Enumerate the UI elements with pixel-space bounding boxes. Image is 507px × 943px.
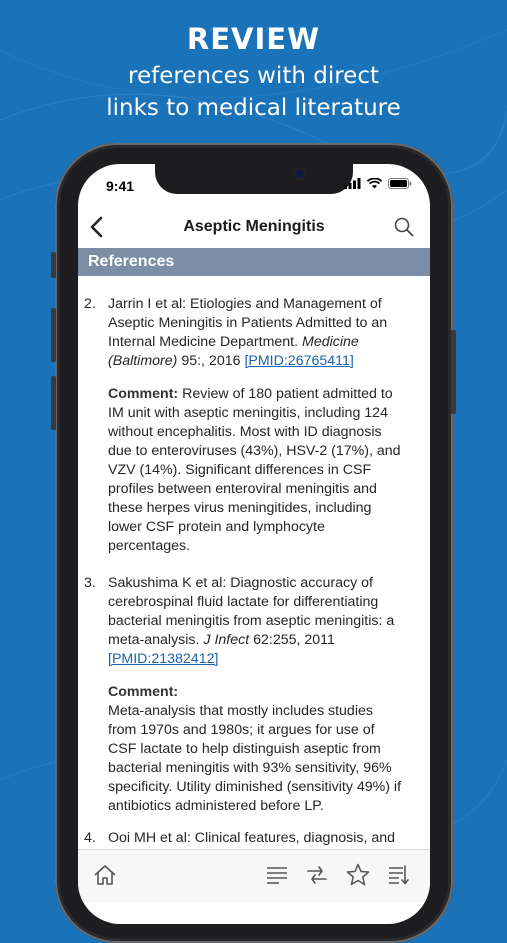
contents-list-icon[interactable]	[264, 862, 290, 888]
search-icon[interactable]	[392, 215, 416, 239]
phone-volume-up	[51, 308, 56, 362]
phone-screen	[78, 164, 430, 924]
journal-name: J Infect	[203, 632, 250, 648]
promo-subtitle-line: links to medical literature	[106, 95, 401, 121]
phone-side-button	[51, 252, 56, 278]
camera-icon	[295, 169, 304, 178]
citation-line	[108, 352, 420, 371]
section-header	[78, 248, 430, 276]
comment-line: from 1970s and 1980s; it argues for use of	[108, 722, 375, 738]
comment-line: antibiotics administered before LP.	[108, 798, 324, 814]
reference-number: 4.	[84, 830, 96, 846]
comment-line: percentages.	[108, 538, 191, 554]
comment-label: Comment:	[108, 684, 179, 700]
journal-name: (Baltimore)	[108, 353, 178, 369]
citation-line	[108, 631, 420, 650]
comment-line: Meta-analysis that mostly includes studies	[108, 703, 373, 719]
section-title: References	[88, 253, 175, 270]
reference-comment	[108, 683, 420, 816]
citation-line: Aseptic Meningitis in Patients Admitted to an	[108, 315, 388, 331]
pmid-link[interactable]: [PMID:21382412]	[108, 651, 219, 667]
reference-comment	[108, 385, 420, 556]
bottom-toolbar	[78, 849, 430, 902]
comment-line: CSF lactate to help distinguish aseptic from	[108, 741, 381, 757]
citation-line: bacterial meningitis from aseptic meningitis: a	[108, 613, 395, 629]
reference-citation	[108, 574, 420, 669]
promo-subtitle-line: references with direct	[128, 63, 379, 89]
citation-volume: 95:, 2016	[181, 353, 241, 369]
reference-citation	[108, 829, 420, 848]
citation-text: Internal Medicine Department.	[108, 334, 299, 350]
reference-number: 2.	[84, 296, 96, 312]
favorite-star-icon[interactable]	[345, 862, 371, 888]
comment-line	[108, 683, 420, 702]
journal-name: Medicine	[302, 334, 359, 350]
citation-volume: 62:255, 2011	[253, 632, 335, 648]
comment-line: without encephalitis. Most with ID diagnosis	[108, 424, 382, 440]
comment-line: bacterial meningitis with 93% sensitivity, 96%	[108, 760, 392, 776]
home-icon[interactable]	[92, 862, 118, 888]
citation-text: meta-analysis.	[108, 632, 200, 648]
promo-title: REVIEW	[186, 22, 321, 56]
references-list[interactable]	[78, 276, 430, 849]
reference-number: 3.	[84, 575, 96, 591]
related-links-icon[interactable]	[304, 862, 330, 888]
comment-line: specificity. Utility diminished (sensitivity 49%) if	[108, 779, 402, 795]
wifi-icon	[367, 178, 382, 189]
citation-line: cerebrospinal fluid lactate for differentiating	[108, 594, 379, 610]
phone-volume-down	[51, 376, 56, 430]
comment-line: lower CSF protein and lymphocyte	[108, 519, 325, 535]
notes-icon[interactable]	[386, 862, 412, 888]
comment-line: due to enteroviruses (43%), HSV-2 (17%), and	[108, 443, 401, 459]
reference-citation	[108, 295, 420, 371]
citation-line: Ooi MH et al: Clinical features, diagnosis, and	[108, 830, 396, 846]
citation-line: Jarrin I et al: Etiologies and Management of	[108, 296, 382, 312]
comment-line: these herpes virus meningitides, including	[108, 500, 372, 516]
comment-line	[108, 385, 420, 404]
signal-icon	[344, 178, 361, 189]
citation-line	[108, 333, 420, 352]
comment-label: Comment:	[108, 386, 179, 402]
pmid-link[interactable]: [PMID:26765411]	[244, 353, 354, 369]
citation-line	[108, 650, 420, 669]
page-title: Aseptic Meningitis	[183, 218, 325, 235]
status-icons	[344, 178, 412, 189]
comment-text: Review of 180 patient admitted to	[182, 386, 393, 402]
battery-icon	[388, 178, 412, 189]
citation-line: Sakushima K et al: Diagnostic accuracy of	[108, 575, 373, 591]
navigation-bar	[78, 207, 430, 247]
comment-line: IM unit with aseptic meningitis, including 124	[108, 405, 388, 421]
promo-subtitle	[0, 60, 507, 124]
notch	[155, 164, 353, 194]
comment-line: profiles between enteroviral meningitis and	[108, 481, 377, 497]
phone-power-button	[451, 330, 456, 414]
status-time: 9:41	[106, 178, 135, 194]
comment-line: VZV (14%). Significant differences in CSF	[108, 462, 372, 478]
